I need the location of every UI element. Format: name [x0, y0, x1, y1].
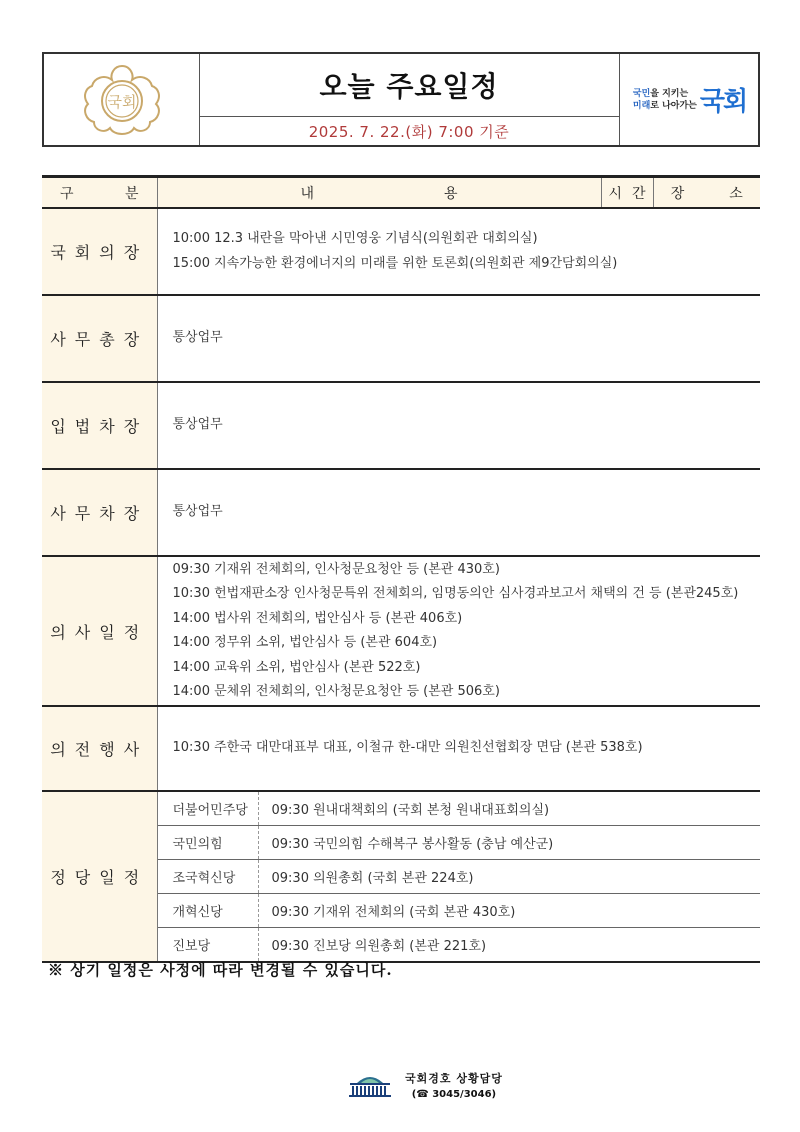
party-name: 더불어민주당 — [158, 792, 259, 826]
emblem-cell — [44, 54, 200, 145]
row-content — [157, 382, 760, 469]
row-category-legislative-deputy: 입법차장 — [42, 382, 157, 469]
party-event: 09:30 기재위 전체회의 (국회 본관 430호) — [258, 894, 760, 928]
schedule-line: 14:00 법사위 전체회의, 법안심사 등 (본관 406호) — [172, 610, 463, 626]
column-header-time: 시 간 — [601, 177, 653, 209]
title-cell — [199, 54, 619, 145]
row-category-deputy-secretary: 사무차장 — [42, 469, 157, 556]
table-row — [42, 382, 760, 469]
party-row — [158, 792, 761, 826]
schedule-date: 2025. 7. 22.(화) 7:00 기준 — [308, 122, 510, 141]
assembly-building-icon — [345, 1071, 395, 1099]
table-row — [42, 706, 760, 791]
row-content — [157, 208, 760, 295]
svg-text:국회: 국회 — [107, 92, 136, 111]
row-content — [157, 295, 760, 382]
row-category-secretary-general: 사무총장 — [42, 295, 157, 382]
party-row — [158, 894, 761, 928]
footer-department: 국회경호 상황담당 — [405, 1072, 503, 1085]
party-schedule-table — [158, 792, 761, 961]
party-name: 조국혁신당 — [158, 860, 259, 894]
column-header-place: 장 소 — [653, 177, 760, 209]
party-row — [158, 860, 761, 894]
row-category-party-schedule: 정당일정 — [42, 791, 157, 962]
schedule-line: 10:30 헌법재판소장 인사청문특위 전체회의, 임명동의안 심사경과보고서 채택의 건 등 (본관245호) — [172, 586, 739, 601]
title-box — [42, 52, 760, 147]
row-category-proceedings: 의사일정 — [42, 556, 157, 706]
party-event: 09:30 의원총회 (국회 본관 224호) — [258, 860, 760, 894]
table-row — [42, 791, 760, 962]
party-name: 국민의힘 — [158, 826, 259, 860]
schedule-line: 14:00 교육위 소위, 법안심사 (본관 522호) — [172, 659, 421, 675]
table-row — [42, 469, 760, 556]
column-header-category: 구 분 — [42, 177, 157, 209]
row-content — [157, 469, 760, 556]
party-event: 09:30 원내대책회의 (국회 본청 원내대표회의실) — [258, 792, 760, 826]
assembly-wordmark-icon: 국회 — [699, 87, 747, 117]
party-event: 09:30 진보당 의원총회 (본관 221호) — [271, 939, 487, 954]
schedule-line: 통상업무 — [172, 504, 223, 520]
national-assembly-emblem-icon — [72, 62, 172, 138]
row-content — [157, 706, 760, 791]
schedule-line: 10:00 12.3 내란을 막아낸 시민영웅 기념식(의원회관 대회의실) — [172, 231, 538, 246]
schedule-line: 14:00 문체위 전체회의, 인사청문요청안 등 (본관 506호) — [172, 684, 500, 699]
party-name: 진보당 — [158, 928, 259, 962]
schedule-line: 10:30 주한국 대만대표부 대표, 이철규 한-대만 의원친선협회장 면담 (본관 538호) — [172, 740, 643, 756]
slogan-text: 국민을 지키는 미래로 나아가는 — [632, 88, 697, 111]
table-header-row — [42, 177, 760, 209]
change-notice: ※ 상기 일정은 사정에 따라 변경될 수 있습니다. — [48, 961, 393, 979]
table-row — [42, 208, 760, 295]
footer-phone: (☎ 3045/3046) — [411, 1089, 497, 1100]
party-row — [158, 826, 761, 860]
schedule-table — [42, 175, 760, 963]
party-event: 09:30 국민의힘 수해복구 봉사활동 (충남 예산군) — [258, 826, 760, 860]
schedule-line: 15:00 지속가능한 환경에너지의 미래를 위한 토론회(의원회관 제9간담회의실) — [172, 255, 618, 271]
table-row — [42, 295, 760, 382]
column-header-content: 내 용 — [157, 177, 601, 209]
table-row — [42, 556, 760, 706]
schedule-line: 통상업무 — [172, 417, 223, 433]
schedule-line: 통상업무 — [172, 330, 223, 346]
row-category-protocol: 의전행사 — [42, 706, 157, 791]
schedule-line: 09:30 기재위 전체회의, 인사청문요청안 등 (본관 430호) — [172, 561, 500, 577]
party-name: 개혁신당 — [158, 894, 259, 928]
footer — [345, 1070, 503, 1100]
row-content — [157, 556, 760, 706]
party-schedule-cell — [157, 791, 760, 962]
schedule-line: 14:00 정무위 소위, 법안심사 등 (본관 604호) — [172, 635, 438, 650]
slogan-logo — [619, 54, 759, 145]
page-title: 오늘 주요일정 — [199, 54, 619, 117]
party-row — [158, 928, 761, 962]
row-category-speaker: 국회의장 — [42, 208, 157, 295]
